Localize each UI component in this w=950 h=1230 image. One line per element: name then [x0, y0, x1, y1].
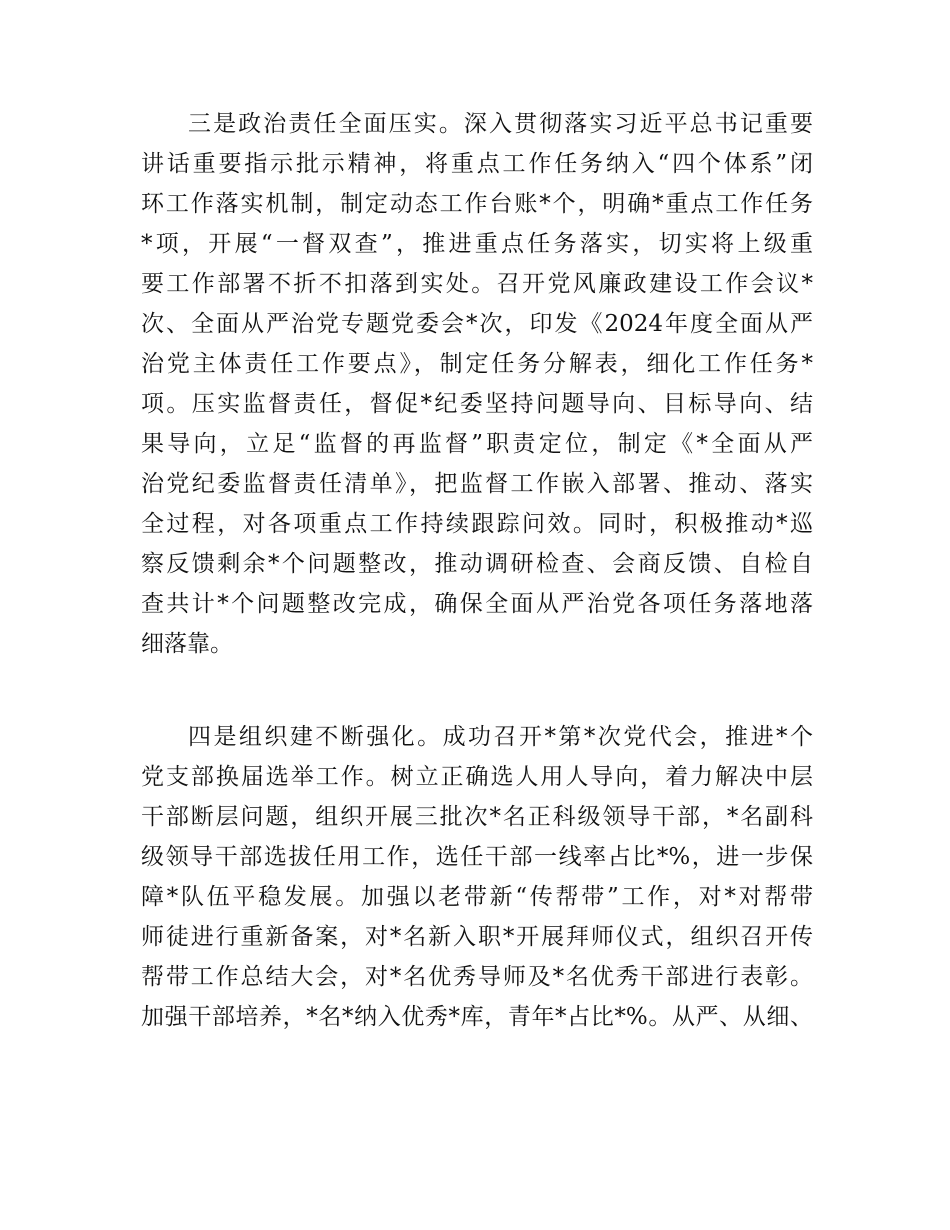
- paragraph-line: 要工作部署不折不扣落到实处。召开党风廉政建设工作会议*: [141, 271, 813, 297]
- paragraph-line: 四是组织建不断强化。成功召开*第*次党代会，推进*个: [188, 724, 813, 750]
- paragraph-line: 党支部换届选举工作。树立正确选人用人导向，着力解决中层: [141, 764, 813, 790]
- paragraph-line: 项。压实监督责任，督促*纪委坚持问题导向、目标导向、结: [141, 391, 813, 417]
- paragraph-line: 环工作落实机制，制定动态工作台账*个，明确*重点工作任务: [141, 191, 813, 217]
- paragraph-line: 果导向，立足“监督的再监督”职责定位，制定《*全面从严: [141, 431, 813, 457]
- paragraph-line: 干部断层问题，组织开展三批次*名正科级领导干部，*名副科: [141, 804, 813, 830]
- paragraph-line: 治党纪委监督责任清单》，把监督工作嵌入部署、推动、落实: [141, 471, 813, 497]
- paragraph-line: 级领导干部选拔任用工作，选任干部一线率占比*%，进一步保: [141, 844, 813, 870]
- paragraph-line: 讲话重要指示批示精神，将重点工作任务纳入“四个体系”闭: [141, 151, 813, 177]
- paragraph-line: 加强干部培养，*名*纳入优秀*库，青年*占比*%。从严、从细、: [141, 1004, 813, 1030]
- paragraph-line: 三是政治责任全面压实。深入贯彻落实习近平总书记重要: [188, 111, 813, 137]
- paragraph-line: 师徒进行重新备案，对*名新入职*开展拜师仪式，组织召开传: [141, 924, 813, 950]
- paragraph-line: 全过程，对各项重点工作持续跟踪问效。同时，积极推动*巡: [141, 511, 813, 537]
- paragraph-organization-building: [141, 717, 813, 1037]
- paragraph-line: 帮带工作总结大会，对*名优秀导师及*名优秀干部进行表彰。: [141, 964, 813, 990]
- paragraph-line: *项，开展“一督双查”，推进重点任务落实，切实将上级重: [141, 231, 813, 257]
- paragraph-line: 治党主体责任工作要点》，制定任务分解表，细化工作任务*: [141, 351, 813, 377]
- paragraph-line: 细落靠。: [141, 631, 233, 657]
- paragraph-political-responsibility: [141, 104, 813, 664]
- paragraph-line: 障*队伍平稳发展。加强以老带新“传帮带”工作，对*对帮带: [141, 884, 813, 910]
- paragraph-line: 次、全面从严治党专题党委会*次，印发《2024年度全面从严: [141, 311, 813, 337]
- paragraph-line: 察反馈剩余*个问题整改，推动调研检查、会商反馈、自检自: [141, 551, 813, 577]
- paragraph-line: 查共计*个问题整改完成，确保全面从严治党各项任务落地落: [141, 591, 813, 617]
